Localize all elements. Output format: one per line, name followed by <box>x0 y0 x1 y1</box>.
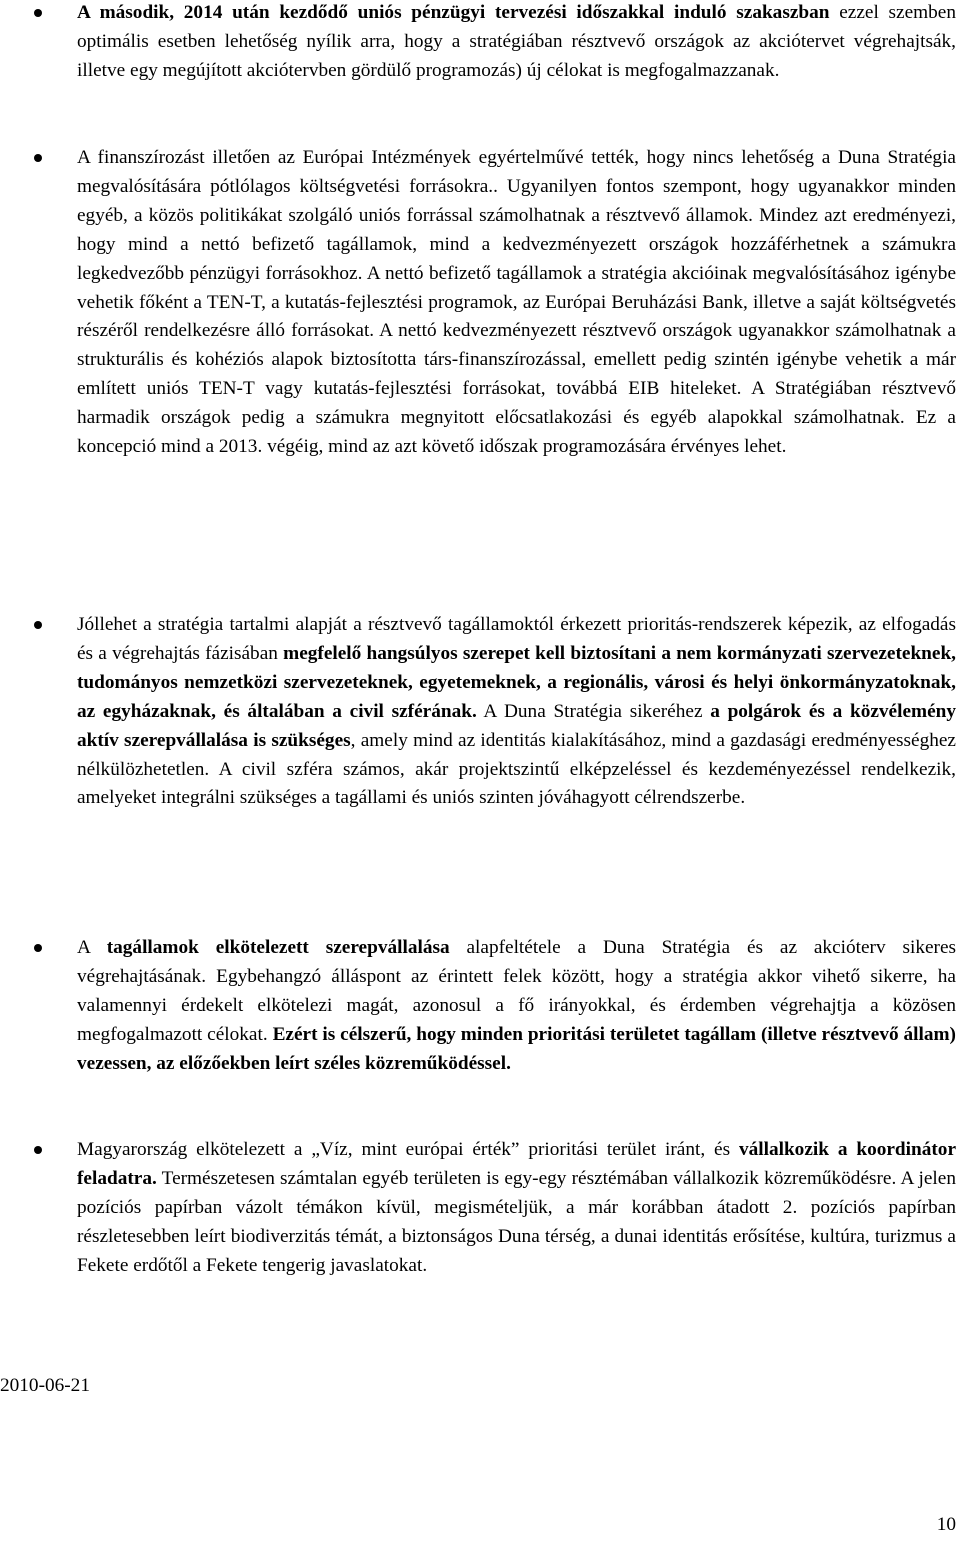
paragraph-text: , amely mind az identitás kialakításához, mind a gazdasági eredményességhez nélkülözhetetlen. A civil szféra számos, akár projektszintű elképzeléssel és kezdeményezéssel rendelkezik, amelyeket integrálni szükséges a tagállami és uniós szinten jóváhagyott célrendszerbe. <box>77 729 956 809</box>
bullet-icon <box>34 621 42 629</box>
bullet-icon <box>34 944 42 952</box>
footer-date: 2010-06-21 <box>0 1375 90 1396</box>
paragraph-text-bold: megfelelő hangsúlyos szerepet kell biztosítani a nem kormányzati szervezeteknek, tudományos nemzetközi szervezeteknek, egyetemeknek, a regionális, városi és helyi önkormányzatoknak, az egyházaknak, és általában a civil szférának. <box>77 642 956 722</box>
paragraph-text: A finanszírozást illetően az Európai Intézmények egyértelművé tették, hogy nincs lehetőség a Duna Stratégia megvalósítására pótlólagos költségvetési forrásokra.. Ugyanilyen fontos szempont, hogy ugyanakkor minden egyéb, a közös politikákat szolgáló uniós forrással számolhatnak a résztvevő államok. Mindez azt eredményezi, hogy mind a nettó befizető tagállamok, mind a kedvezményezett országok hozzáférhetnek a számukra legkedvezőbb pénzügyi forrásokhoz. A nettó befizető tagállamok a stratégia akcióinak megvalósításához igénybe vehetik főként a TEN-T, a kutatás-fejlesztési programok, az Európai Beruházási Bank, illetve a saját költségvetés részéről rendelkezésre álló forrásokat. A nettó kedvezményezett résztvevő országok ugyanakkor számolhatnak a strukturális és kohéziós alapok biztosította társ-finanszírozással, emellett pedig szintén igénybe vehetik a már említett uniós TEN-T vagy kutatás-fejlesztési forrásokat, továbbá EIB hiteleket. A Stratégiában résztvevő harmadik országok pedig a számukra megnyitott előcsatlakozási és egyéb alapokkal számolhatnak. Ez a koncepció mind a 2013. végéig, mind az azt követő időszak programozására érvényes lehet. <box>77 147 956 458</box>
paragraph-text: Természetesen számtalan egyéb területen is egy-egy résztémában vállalkozik közreműködésre. A jelen pozíciós papírban vázolt témákon kívül, megismételjük, a már korábban átadott 2. pozíciós papírban részletesebben leírt biodiverzitás témát, a biztonságos Duna térség, a dunai identitás erősítése, kultúra, turizmus a Fekete erdőtől a Fekete tengerig javaslatokat. <box>77 1167 956 1276</box>
bullet-icon <box>34 154 42 162</box>
paragraph-text: alapfeltétele a Duna Stratégia és az akcióterv sikeres végrehajtásának. Egybehangzó álláspont az érintett felek között, hogy a stratégia akkor vihető sikerre, ha valamennyi érdekelt elkötelezi magát, azonosul a fő irányokkal, és érdemben végrehajtja a közösen megfogalmazott célokat. <box>77 937 957 1045</box>
paragraph-text-bold: Ezért is célszerű, hogy minden prioritási területet tagállam (illetve résztvevő állam) vezessen, az előzőekben leírt széles közreműködéssel. <box>77 1023 956 1074</box>
paragraph-text: Magyarország elkötelezett a „Víz, mint európai érték” prioritási terület iránt, és <box>77 1139 739 1160</box>
bullet-paragraph-1 <box>0 0 960 86</box>
paragraph-text-bold: vállalkozik a koordinátor feladatra. <box>77 1139 956 1189</box>
paragraph-text-bold: A második, 2014 után kezdődő uniós pénzügyi tervezési időszakkal induló szakaszban <box>77 2 830 23</box>
bullet-paragraph-4 <box>0 934 960 1079</box>
paragraph-text-bold: tagállamok elkötelezett szerepvállalása <box>106 937 450 958</box>
bullet-paragraph-2 <box>0 144 960 462</box>
paragraph-text: A Duna Stratégia sikeréhez <box>476 700 711 722</box>
paragraph-text-bold: a polgárok és a közvélemény aktív szerepvállalása is szükséges <box>77 700 957 751</box>
paragraph-text: Jóllehet a stratégia tartalmi alapját a résztvevő tagállamoktól érkezett prioritás-rendszerek képezik, az elfogadás és a végrehajtás fázisában <box>77 614 956 664</box>
bullet-icon <box>34 1146 42 1154</box>
bullet-icon <box>34 9 42 17</box>
page-number: 10 <box>936 1514 956 1535</box>
bullet-paragraph-3 <box>0 611 960 813</box>
paragraph-text: A <box>77 937 107 958</box>
bullet-paragraph-5 <box>0 1136 960 1281</box>
paragraph-text: ezzel szemben optimális esetben lehetőség nyílik arra, hogy a stratégiában résztvevő országok az akciótervet végrehajtsák, illetve egy megújított akciótervben gördülő programozás) új célokat is megfogalmazzanak. <box>77 2 956 81</box>
